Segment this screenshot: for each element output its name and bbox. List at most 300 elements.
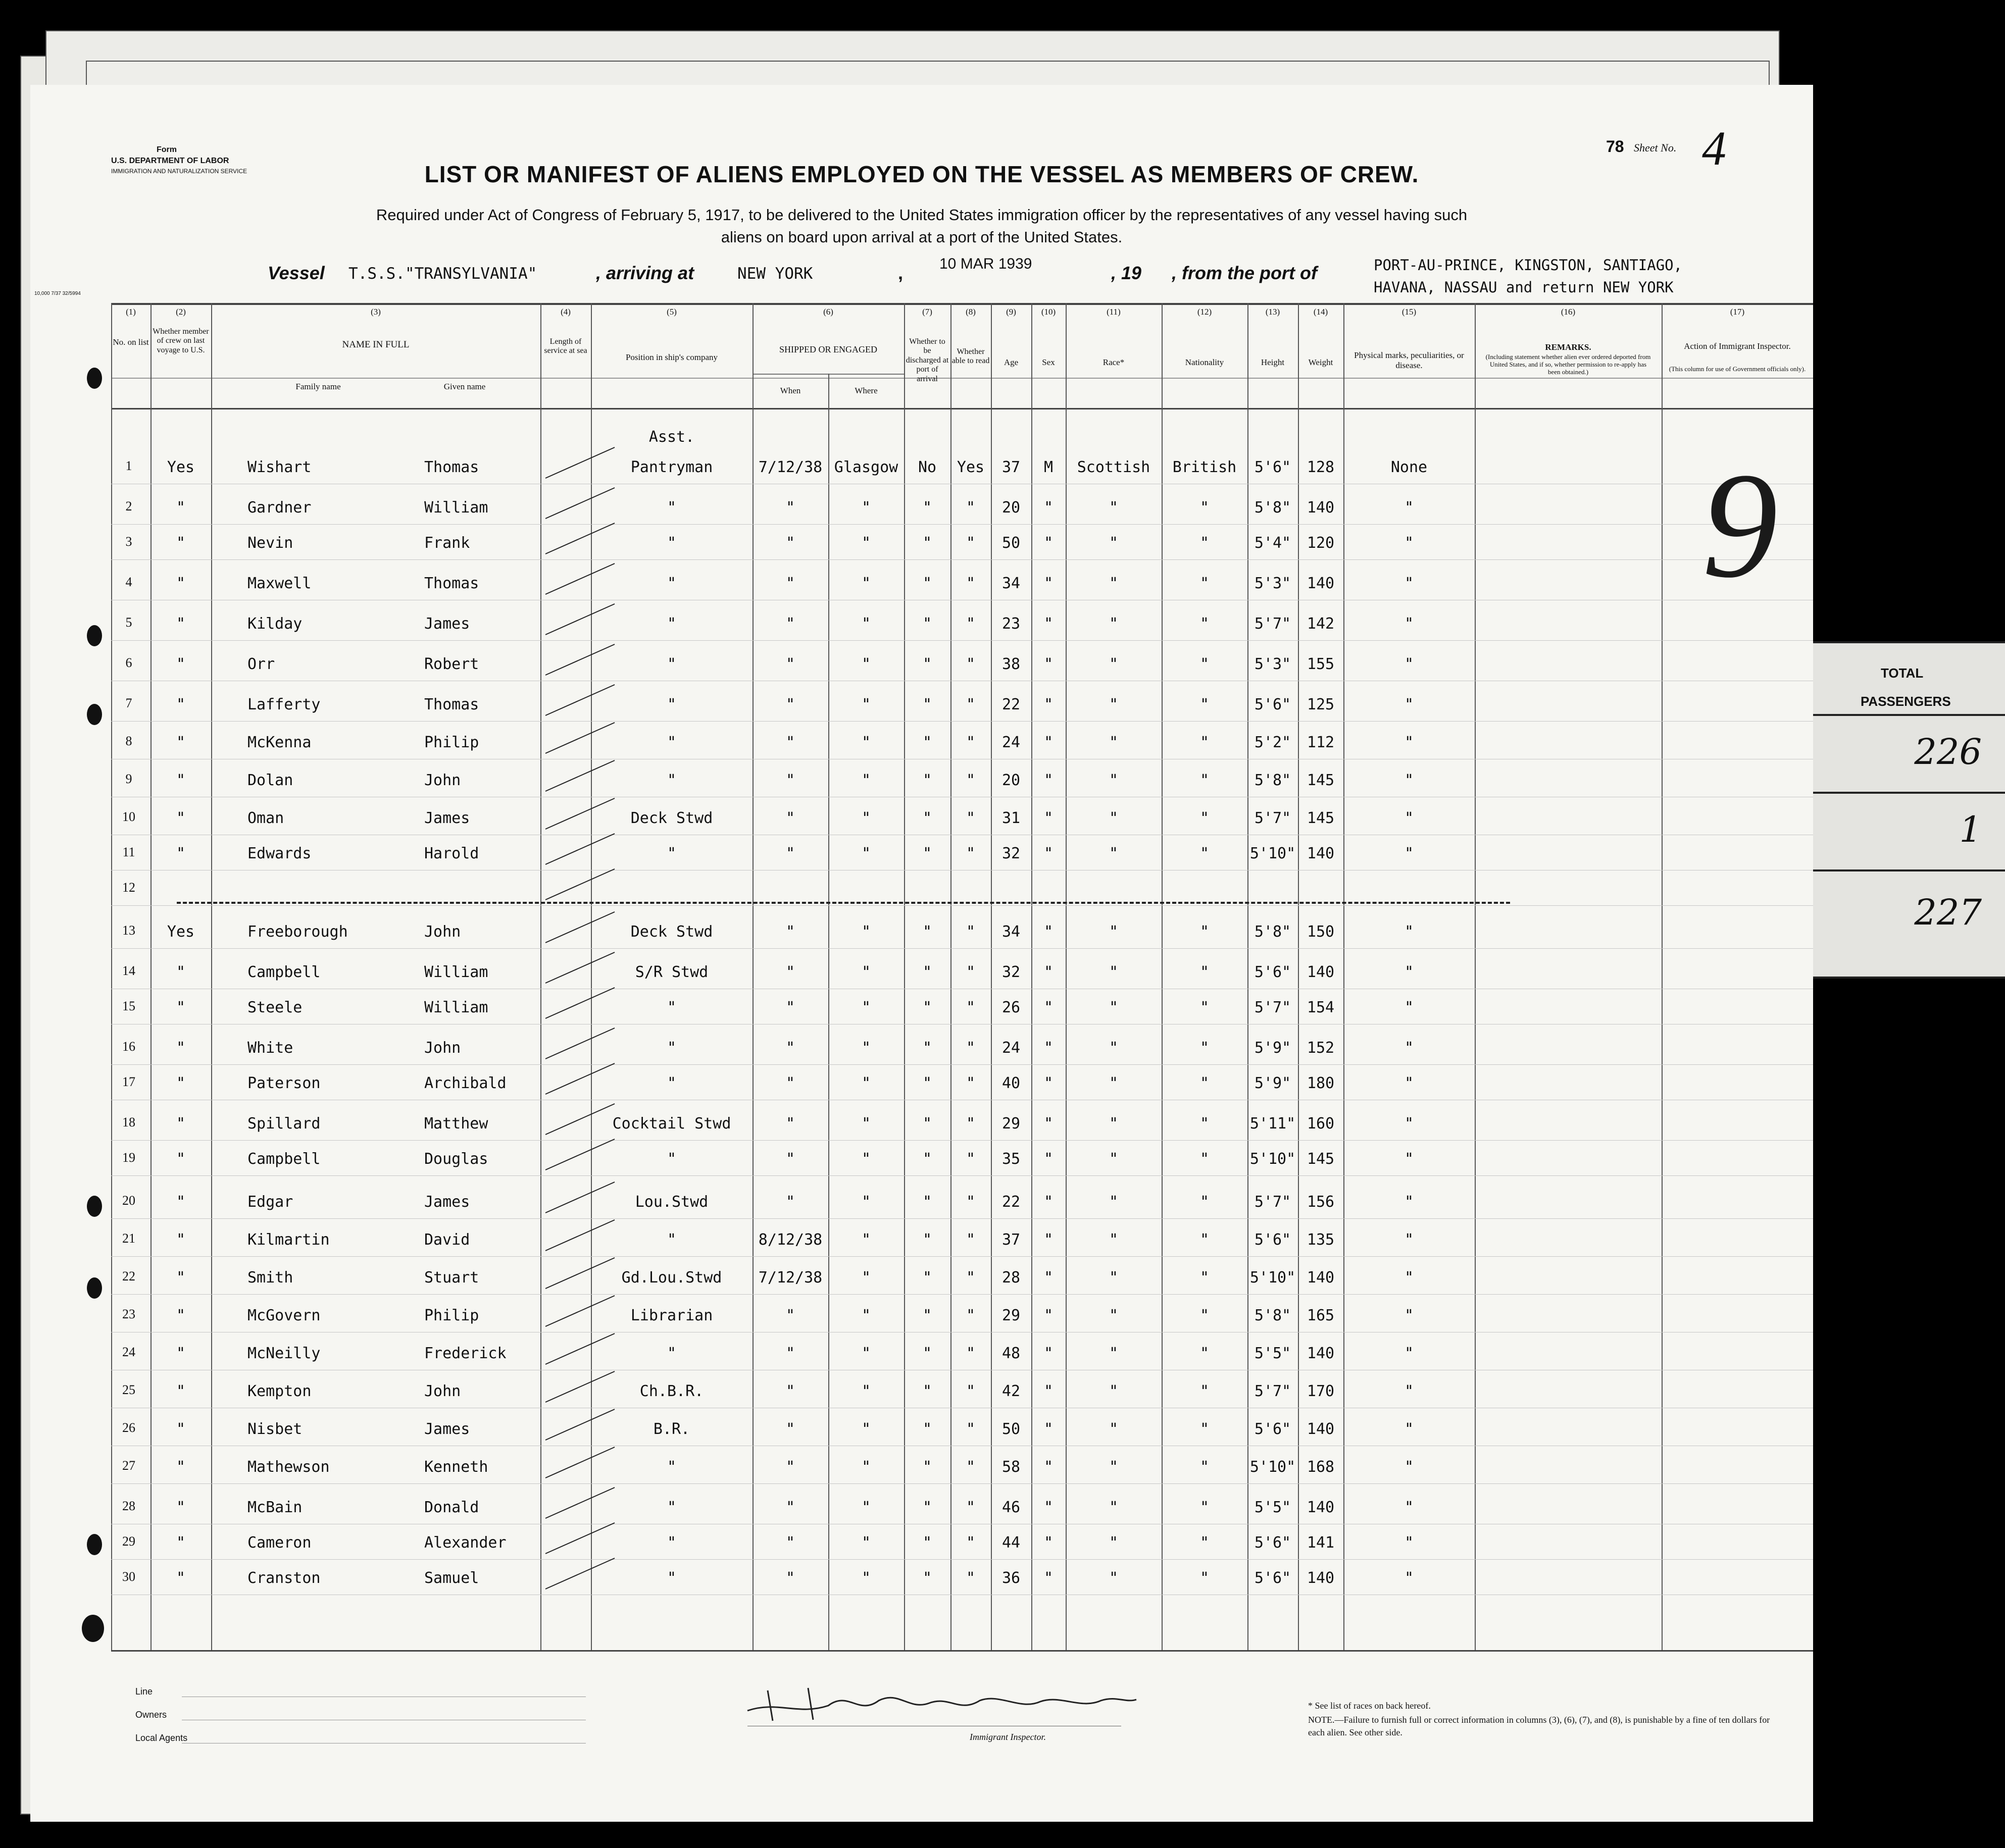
able-to-read-cell: " <box>966 1115 976 1133</box>
age-cell: 20 <box>1001 772 1021 789</box>
row-number-cell: 5 <box>125 615 132 630</box>
shipped-when-cell: " <box>785 1569 795 1587</box>
header-nationality: Nationality <box>1185 357 1224 367</box>
shipped-when-cell: " <box>785 1534 795 1552</box>
given-name-cell: John <box>424 1382 461 1400</box>
shipped-where-cell: " <box>861 1039 871 1057</box>
position-cell: " <box>667 1345 677 1362</box>
length-of-service-slash <box>545 1447 615 1478</box>
table-row <box>30 428 1813 489</box>
shipped-where-cell: " <box>861 655 871 673</box>
able-to-read-cell: " <box>966 534 976 552</box>
height-cell: 5'3" <box>1254 575 1291 592</box>
shipped-when-cell: 8/12/38 <box>758 1231 823 1249</box>
column-number: (8) <box>966 307 976 317</box>
column-number: (6) <box>823 307 833 317</box>
from-ports-line2: HAVANA, NASSAU and return NEW YORK <box>1374 279 1674 296</box>
family-name-cell: Spillard <box>247 1115 321 1133</box>
race-cell: " <box>1109 1345 1119 1362</box>
height-cell: 5'10" <box>1249 1150 1296 1168</box>
age-cell: 22 <box>1001 1193 1021 1211</box>
given-name-cell: Matthew <box>424 1115 488 1133</box>
family-name-cell: Kilday <box>247 615 303 633</box>
nationality-cell: " <box>1199 1115 1210 1133</box>
table-row <box>30 499 1813 529</box>
member-last-voyage-cell: " <box>176 772 186 789</box>
row-number-cell: 1 <box>125 458 132 473</box>
able-to-read-cell: " <box>966 1193 976 1211</box>
sex-cell: " <box>1043 1499 1054 1516</box>
column-number: (17) <box>1730 307 1745 317</box>
family-name-cell: Steele <box>247 999 303 1016</box>
height-cell: 5'5" <box>1254 1345 1291 1362</box>
sex-cell: " <box>1043 1074 1054 1092</box>
column-number: (15) <box>1401 307 1417 317</box>
weight-cell: 165 <box>1307 1307 1335 1324</box>
physical-marks-cell: " <box>1404 809 1414 827</box>
header-no-on-list: No. on list <box>113 337 149 347</box>
header-family-name: Family name <box>295 382 341 391</box>
nationality-cell: " <box>1199 1039 1210 1057</box>
race-cell: " <box>1109 575 1119 592</box>
header-shipped-engaged: SHIPPED OR ENGAGED <box>779 344 877 354</box>
race-cell: " <box>1109 1569 1119 1587</box>
physical-marks-cell: " <box>1404 1115 1414 1133</box>
race-cell: " <box>1109 845 1119 862</box>
race-cell: " <box>1109 772 1119 789</box>
member-last-voyage-cell: " <box>176 499 186 517</box>
discharged-cell: " <box>922 1499 932 1516</box>
family-name-cell: McBain <box>247 1499 303 1516</box>
sex-cell: " <box>1043 655 1054 673</box>
row-number-cell: 19 <box>122 1150 135 1165</box>
weight-cell: 112 <box>1307 734 1335 751</box>
sex-cell: " <box>1043 499 1054 517</box>
given-name-cell: Stuart <box>424 1269 479 1287</box>
nationality-cell: " <box>1199 499 1210 517</box>
table-row <box>30 1307 1813 1337</box>
race-cell: " <box>1109 615 1119 633</box>
column-number: (10) <box>1041 307 1056 317</box>
member-last-voyage-cell: Yes <box>167 923 195 941</box>
member-last-voyage-cell: " <box>176 809 186 827</box>
given-name-cell: Philip <box>424 734 479 751</box>
family-name-cell: Dolan <box>247 772 293 789</box>
shipped-where-cell: " <box>861 1420 871 1438</box>
able-to-read-cell: " <box>966 999 976 1016</box>
age-cell: 26 <box>1001 999 1021 1016</box>
weight-cell: 156 <box>1307 1193 1335 1211</box>
given-name-cell: William <box>424 999 488 1016</box>
weight-cell: 128 <box>1307 458 1335 476</box>
height-cell: 5'6" <box>1254 963 1291 981</box>
shipped-when-cell: " <box>785 1499 795 1516</box>
shipped-where-cell: " <box>861 1115 871 1133</box>
family-name-cell: Kilmartin <box>247 1231 330 1249</box>
shipped-where-cell: " <box>861 615 871 633</box>
height-cell: 5'7" <box>1254 999 1291 1016</box>
position-cell: " <box>667 845 677 862</box>
shipped-where-cell: Glasgow <box>834 458 898 476</box>
discharged-cell: " <box>922 1382 932 1400</box>
tab-label-passengers: PASSENGERS <box>1861 694 1951 709</box>
discharged-cell: " <box>922 809 932 827</box>
weight-cell: 140 <box>1307 845 1335 862</box>
age-cell: 48 <box>1001 1345 1021 1362</box>
shipped-when-cell: " <box>785 696 795 713</box>
race-cell: " <box>1109 923 1119 941</box>
discharged-cell: " <box>922 696 932 713</box>
able-to-read-cell: " <box>966 1074 976 1092</box>
document-subtitle-line2: aliens on board upon arrival at a port of the United States. <box>721 228 1123 246</box>
discharged-cell: " <box>922 772 932 789</box>
sex-cell: " <box>1043 1231 1054 1249</box>
position-cell: " <box>667 1499 677 1516</box>
height-cell: 5'5" <box>1254 1499 1291 1516</box>
tab-value-crew: 1 <box>1959 809 1982 850</box>
arriving-comma: , <box>898 263 904 283</box>
position-cell: " <box>667 1039 677 1057</box>
family-name-cell: Edwards <box>247 845 312 862</box>
header-when: When <box>780 386 801 395</box>
discharged-cell: " <box>922 615 932 633</box>
table-row <box>30 1534 1813 1564</box>
position-cell: " <box>667 772 677 789</box>
given-name-cell: Thomas <box>424 458 479 476</box>
sex-cell: " <box>1043 1382 1054 1400</box>
physical-marks-cell: " <box>1404 655 1414 673</box>
race-cell: " <box>1109 534 1119 552</box>
row-number-cell: 24 <box>122 1345 135 1359</box>
given-name-cell: David <box>424 1231 470 1249</box>
shipped-where-cell: " <box>861 1534 871 1552</box>
weight-cell: 140 <box>1307 1269 1335 1287</box>
weight-cell: 140 <box>1307 575 1335 592</box>
able-to-read-cell: " <box>966 696 976 713</box>
physical-marks-cell: " <box>1404 1074 1414 1092</box>
year-label: , 19 <box>1111 263 1142 283</box>
discharged-cell: " <box>922 1458 932 1476</box>
header-race: Race* <box>1102 357 1125 367</box>
height-cell: 5'6" <box>1254 458 1291 476</box>
shipped-where-cell: " <box>861 1074 871 1092</box>
discharged-cell: " <box>922 575 932 592</box>
nationality-cell: " <box>1199 1193 1210 1211</box>
row-number-cell: 23 <box>122 1307 135 1321</box>
shipped-where-cell: " <box>861 1569 871 1587</box>
given-name-cell: Douglas <box>424 1150 488 1168</box>
shipped-where-cell: " <box>861 499 871 517</box>
length-of-service-slash <box>545 644 615 676</box>
age-cell: 35 <box>1001 1150 1021 1168</box>
sex-cell: " <box>1043 1269 1054 1287</box>
weight-cell: 145 <box>1307 809 1335 827</box>
table-row <box>30 1499 1813 1529</box>
shipped-where-cell: " <box>861 1499 871 1516</box>
physical-marks-cell: " <box>1404 1382 1414 1400</box>
discharged-cell: " <box>922 1231 932 1249</box>
row-number-cell: 15 <box>122 999 135 1013</box>
physical-marks-cell: " <box>1404 1458 1414 1476</box>
length-of-service-slash <box>545 798 615 830</box>
arriving-port: NEW YORK <box>737 265 813 283</box>
physical-marks-cell: " <box>1404 1569 1414 1587</box>
member-last-voyage-cell: " <box>176 1420 186 1438</box>
height-cell: 5'9" <box>1254 1039 1291 1057</box>
shipped-when-cell: " <box>785 1074 795 1092</box>
row-number-cell: 16 <box>122 1039 135 1054</box>
family-name-cell: Smith <box>247 1269 293 1287</box>
header-name-in-full: NAME IN FULL <box>342 339 410 350</box>
table-row <box>30 1074 1813 1105</box>
table-row <box>30 999 1813 1029</box>
length-of-service-slash <box>545 1028 615 1059</box>
shipped-when-cell: " <box>785 1307 795 1324</box>
race-cell: " <box>1109 1115 1119 1133</box>
physical-marks-cell: " <box>1404 1231 1414 1249</box>
header-member-last-voyage: Whether member of crew on last voyage to U.S. <box>153 327 209 354</box>
shipped-when-cell: " <box>785 1458 795 1476</box>
length-of-service-slash <box>545 1103 615 1135</box>
sex-cell: M <box>1043 458 1054 476</box>
nationality-cell: " <box>1199 534 1210 552</box>
row-number-cell: 6 <box>125 655 132 670</box>
race-cell: " <box>1109 1193 1119 1211</box>
age-cell: 34 <box>1001 923 1021 941</box>
table-row <box>30 963 1813 994</box>
age-cell: 31 <box>1001 809 1021 827</box>
header-position: Position in ship's company <box>625 352 718 362</box>
discharged-cell: " <box>922 1534 932 1552</box>
weight-cell: 135 <box>1307 1231 1335 1249</box>
able-to-read-cell: " <box>966 499 976 517</box>
able-to-read-cell: " <box>966 963 976 981</box>
position-cell: " <box>667 1534 677 1552</box>
header-inspector-action: Action of Immigrant Inspector. <box>1684 341 1791 351</box>
arrival-date-stamp: 10 MAR 1939 <box>939 255 1032 272</box>
member-last-voyage-cell: " <box>176 575 186 592</box>
sheet-number: 78 <box>1606 137 1624 156</box>
race-cell: " <box>1109 696 1119 713</box>
department-name: U.S. DEPARTMENT OF LABOR <box>111 157 229 165</box>
header-remarks-note: (Including statement whether alien ever ordered deported from United States, and if so, whether permission to re-apply has been obtained.) <box>1485 353 1651 376</box>
row-number-cell: 7 <box>125 696 132 710</box>
member-last-voyage-cell: " <box>176 1039 186 1057</box>
member-last-voyage-cell: Yes <box>167 458 195 476</box>
length-of-service-slash <box>545 952 615 984</box>
discharged-cell: " <box>922 1345 932 1362</box>
shipped-where-cell: " <box>861 734 871 751</box>
position-cell: " <box>667 734 677 751</box>
given-name-cell: Alexander <box>424 1534 507 1552</box>
shipped-where-cell: " <box>861 1150 871 1168</box>
position-cell: " <box>667 534 677 552</box>
header-able-to-read: Whether able to read <box>951 347 990 366</box>
row-number-cell: 28 <box>122 1499 135 1513</box>
able-to-read-cell: " <box>966 809 976 827</box>
discharged-cell: " <box>922 1074 932 1092</box>
nationality-cell: " <box>1199 772 1210 789</box>
family-name-cell: Campbell <box>247 1150 321 1168</box>
able-to-read-cell: " <box>966 655 976 673</box>
shipped-where-cell: " <box>861 999 871 1016</box>
height-cell: 5'6" <box>1254 696 1291 713</box>
inspector-label: Immigrant Inspector. <box>970 1732 1046 1742</box>
nationality-cell: " <box>1199 1499 1210 1516</box>
able-to-read-cell: " <box>966 1569 976 1587</box>
row-number-cell: 13 <box>122 923 135 938</box>
able-to-read-cell: " <box>966 1382 976 1400</box>
sex-cell: " <box>1043 1458 1054 1476</box>
family-name-cell: Cameron <box>247 1534 312 1552</box>
shipped-where-cell: " <box>861 1193 871 1211</box>
discharged-cell: " <box>922 655 932 673</box>
height-cell: 5'7" <box>1254 809 1291 827</box>
age-cell: 40 <box>1001 1074 1021 1092</box>
able-to-read-cell: " <box>966 1458 976 1476</box>
height-cell: 5'8" <box>1254 499 1291 517</box>
weight-cell: 154 <box>1307 999 1335 1016</box>
sex-cell: " <box>1043 845 1054 862</box>
member-last-voyage-cell: " <box>176 655 186 673</box>
nationality-cell: " <box>1199 575 1210 592</box>
row-number-cell: 12 <box>122 880 135 895</box>
discharged-cell: " <box>922 845 932 862</box>
race-cell: " <box>1109 1534 1119 1552</box>
weight-cell: 140 <box>1307 1499 1335 1516</box>
column-number: (14) <box>1313 307 1328 317</box>
discharged-cell: " <box>922 999 932 1016</box>
arriving-label: , arriving at <box>596 263 694 283</box>
age-cell: 46 <box>1001 1499 1021 1516</box>
nationality-cell: " <box>1199 999 1210 1016</box>
row-number-cell: 17 <box>122 1074 135 1089</box>
given-name-cell: Donald <box>424 1499 479 1516</box>
able-to-read-cell: " <box>966 1420 976 1438</box>
shipped-where-cell: " <box>861 1382 871 1400</box>
height-cell: 5'8" <box>1254 772 1291 789</box>
height-cell: 5'9" <box>1254 1074 1291 1092</box>
physical-marks-cell: " <box>1404 615 1414 633</box>
discharged-cell: " <box>922 1039 932 1057</box>
races-note: * See list of races on back hereof. <box>1308 1701 1431 1711</box>
sex-cell: " <box>1043 734 1054 751</box>
header-sex: Sex <box>1042 357 1055 367</box>
length-of-service-slash <box>545 603 615 635</box>
height-cell: 5'6" <box>1254 1534 1291 1552</box>
shipped-where-cell: " <box>861 845 871 862</box>
column-number: (9) <box>1006 307 1016 317</box>
total-passengers-tab <box>1803 641 2005 979</box>
weight-cell: 155 <box>1307 655 1335 673</box>
table-row <box>30 1382 1813 1413</box>
row-number-cell: 29 <box>122 1534 135 1549</box>
tab-header <box>1805 643 2005 716</box>
manifest-sheet <box>30 85 1813 1822</box>
discharged-cell: " <box>922 1150 932 1168</box>
length-of-service-slash <box>545 1219 615 1251</box>
table-row <box>30 615 1813 645</box>
row-number-cell: 2 <box>125 499 132 514</box>
position-cell: Ch.B.R. <box>639 1382 704 1400</box>
race-cell: " <box>1109 963 1119 981</box>
able-to-read-cell: " <box>966 1231 976 1249</box>
physical-marks-cell: " <box>1404 1150 1414 1168</box>
height-cell: 5'10" <box>1249 845 1296 862</box>
weight-cell: 160 <box>1307 1115 1335 1133</box>
tab-value-total: 227 <box>1914 892 1982 933</box>
physical-marks-cell: " <box>1404 575 1414 592</box>
sex-cell: " <box>1043 963 1054 981</box>
member-last-voyage-cell: " <box>176 1382 186 1400</box>
header-length-of-service: Length of service at sea <box>544 337 587 355</box>
header-weight: Weight <box>1308 357 1333 367</box>
family-name-cell: Mathewson <box>247 1458 330 1476</box>
member-last-voyage-cell: " <box>176 999 186 1016</box>
physical-marks-cell: " <box>1404 845 1414 862</box>
weight-cell: 120 <box>1307 534 1335 552</box>
discharged-cell: " <box>922 1115 932 1133</box>
height-cell: 5'10" <box>1249 1269 1296 1287</box>
weight-cell: 140 <box>1307 1345 1335 1362</box>
shipped-when-cell: " <box>785 534 795 552</box>
length-of-service-slash <box>545 1295 615 1327</box>
race-cell: Scottish <box>1077 458 1150 476</box>
age-cell: 29 <box>1001 1115 1021 1133</box>
shipped-when-cell: " <box>785 1345 795 1362</box>
column-header-rule <box>111 378 1813 379</box>
length-of-service-slash <box>545 447 615 479</box>
member-last-voyage-cell: " <box>176 1231 186 1249</box>
race-cell: " <box>1109 1307 1119 1324</box>
position-cell: " <box>667 575 677 592</box>
age-cell: 50 <box>1001 534 1021 552</box>
race-cell: " <box>1109 1420 1119 1438</box>
shipped-when-cell: " <box>785 999 795 1016</box>
table-row <box>30 575 1813 605</box>
table-row <box>30 1345 1813 1375</box>
given-name-cell: James <box>424 615 470 633</box>
member-last-voyage-cell: " <box>176 1569 186 1587</box>
weight-cell: 140 <box>1307 1569 1335 1587</box>
age-cell: 50 <box>1001 1420 1021 1438</box>
weight-cell: 145 <box>1307 1150 1335 1168</box>
position-cell: S/R Stwd <box>635 963 709 981</box>
column-number: (16) <box>1561 307 1576 317</box>
sex-cell: " <box>1043 575 1054 592</box>
physical-marks-cell: " <box>1404 534 1414 552</box>
able-to-read-cell: Yes <box>957 458 985 476</box>
tab-label-total: TOTAL <box>1881 665 1924 681</box>
table-bottom-rule <box>111 1650 1813 1652</box>
member-last-voyage-cell: " <box>176 1534 186 1552</box>
nationality-cell: " <box>1199 1458 1210 1476</box>
table-row <box>30 534 1813 564</box>
race-cell: " <box>1109 1074 1119 1092</box>
position-cell: Librarian <box>630 1307 713 1324</box>
length-of-service-slash <box>545 1182 615 1213</box>
nationality-cell: " <box>1199 1569 1210 1587</box>
row-number-cell: 18 <box>122 1115 135 1130</box>
row-number-cell: 11 <box>122 845 135 859</box>
table-row <box>30 1569 1813 1600</box>
sex-cell: " <box>1043 772 1054 789</box>
nationality-cell: " <box>1199 1534 1210 1552</box>
race-cell: " <box>1109 655 1119 673</box>
physical-marks-cell: " <box>1404 963 1414 981</box>
discharged-cell: " <box>922 1193 932 1211</box>
age-cell: 38 <box>1001 655 1021 673</box>
